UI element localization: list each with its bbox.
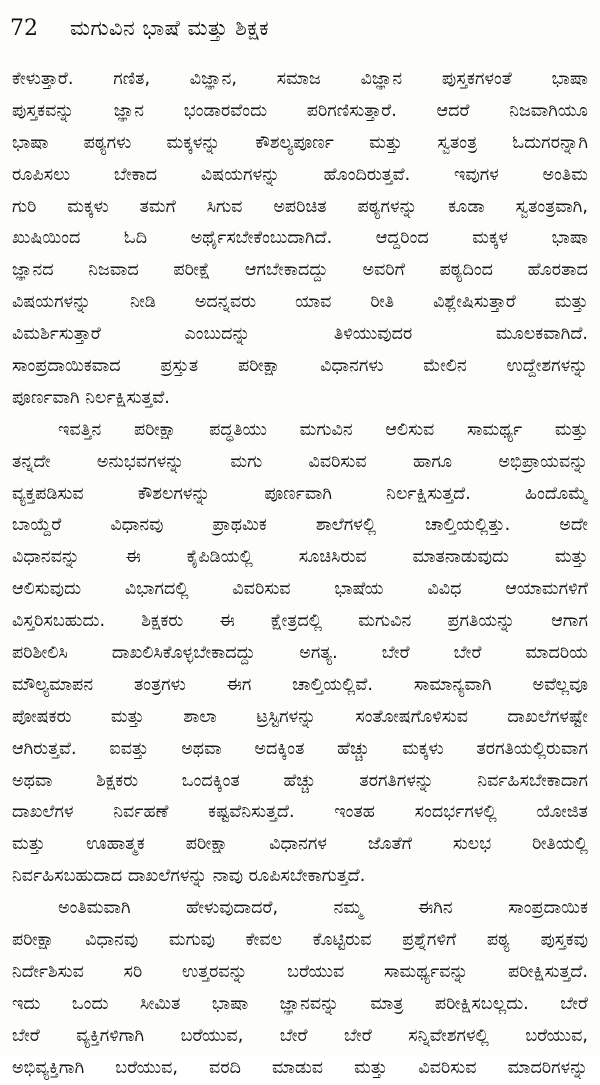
text-line: ವಿಧಾನವನ್ನು ಈ ಕೈಪಿಡಿಯಲ್ಲಿ ಸೂಚಿಸಿರುವ ಮಾತನಾಡುವುದು ಮತ್ತು	[12, 547, 588, 568]
text-line: ಅಥವಾ ಶಿಕ್ಷಕರು ಒಂದಕ್ಕಿಂತ ಹೆಚ್ಚು ತರಗತಿಗಳನ್ನು ನಿರ್ವಹಿಸಬೇಕಾದಾಗ	[12, 770, 588, 791]
paragraph-1	[12, 64, 588, 415]
text-line: ಪರೀಕ್ಷಾ ವಿಧಾನವು ಮಗುವು ಕೇವಲ ಕೊಟ್ಟಿರುವ ಪ್ರಶ್ನೆಗಳಿಗೆ ಪಠ್ಯ ಪುಸ್ತಕವು	[12, 930, 588, 951]
running-header	[10, 10, 586, 46]
text-line: ರೂಪಿಸಲು ಬೇಕಾದ ವಿಷಯಗಳನ್ನು ಹೊಂದಿರುತ್ತವೆ. ಇವುಗಳ ಅಂತಿಮ	[12, 164, 588, 185]
text-line: ಪುಸ್ತಕವನ್ನು ಜ್ಞಾನ ಭಂಡಾರವೆಂದು ಪರಿಗಣಿಸುತ್ತಾರೆ. ಆದರೆ ನಿಜವಾಗಿಯೂ	[12, 100, 588, 121]
text-line: ಖುಷಿಯಿಂದ ಓದಿ ಅರ್ಥೈಸಬೇಕೆಂಬುದಾಗಿದೆ. ಆದ್ದರಿಂದ ಮಕ್ಕಳ ಭಾಷಾ	[12, 228, 588, 249]
text-line: ನಿರ್ದೇಶಿಸುವ ಸರಿ ಉತ್ತರವನ್ನು ಬರೆಯುವ ಸಾಮರ್ಥ್ಯವನ್ನು ಪರೀಕ್ಷಿಸುತ್ತದೆ.	[12, 961, 588, 982]
text-line: ತನ್ನದೇ ಅನುಭವಗಳನ್ನು ಮಗು ವಿವರಿಸುವ ಹಾಗೂ ಅಭಿಪ್ರಾಯವನ್ನು	[12, 451, 588, 472]
text-line: ವಿಸ್ತರಿಸಬಹುದು. ಶಿಕ್ಷಕರು ಈ ಕ್ಷೇತ್ರದಲ್ಲಿ ಮಗುವಿನ ಪ್ರಗತಿಯನ್ನು ಆಗಾಗ	[12, 611, 588, 632]
text-line: ಸಾಂಪ್ರದಾಯಿಕವಾದ ಪ್ರಸ್ತುತ ಪರೀಕ್ಷಾ ವಿಧಾನಗಳು ಮೇಲಿನ ಉದ್ದೇಶಗಳನ್ನು	[12, 356, 588, 377]
text-line: ಪೂರ್ಣವಾಗಿ ನಿರ್ಲಕ್ಷಿಸುತ್ತವೆ.	[12, 387, 170, 408]
text-line: ದಾಖಲೆಗಳ ನಿರ್ವಹಣೆ ಕಷ್ಟವೆನಿಸುತ್ತದೆ. ಇಂತಹ ಸಂದರ್ಭಗಳಲ್ಲಿ ಯೋಜಿತ	[12, 802, 588, 823]
text-line: ಆಲಿಸುವುದು ವಿಭಾಗದಲ್ಲಿ ವಿವರಿಸುವ ಭಾಷೆಯ ವಿವಿಧ ಆಯಾಮಗಳಿಗೆ	[12, 579, 588, 600]
text-line: ಬಾಯ್ದೆರೆ ವಿಧಾನವು ಪ್ರಾಥಮಿಕ ಶಾಲೆಗಳಲ್ಲಿ ಚಾಲ್ತಿಯಲ್ಲಿತ್ತು. ಅದೇ	[12, 515, 588, 536]
text-line: ಬೇರೆ ವ್ಯಕ್ತಿಗಳಿಗಾಗಿ ಬರೆಯುವ, ಬೇರೆ ಬೇರೆ ಸನ್ನಿವೇಶಗಳಲ್ಲಿ ಬರೆಯುವ,	[12, 1025, 588, 1046]
text-line: ಇವತ್ತಿನ ಪರೀಕ್ಷಾ ಪದ್ಧತಿಯು ಮಗುವಿನ ಆಲಿಸುವ ಸಾಮರ್ಥ್ಯ ಮತ್ತು	[58, 419, 588, 440]
paragraph-2	[12, 415, 588, 893]
text-line: ಇದು ಒಂದು ಸೀಮಿತ ಭಾಷಾ ಜ್ಞಾನವನ್ನು ಮಾತ್ರ ಪರೀಕ್ಷಿಸಬಲ್ಲದು. ಬೇರೆ	[12, 993, 588, 1014]
text-line: ಆಗಿರುತ್ತವೆ. ಐವತ್ತು ಅಥವಾ ಅದಕ್ಕಿಂತ ಹೆಚ್ಚು ಮಕ್ಕಳು ತರಗತಿಯಲ್ಲಿರುವಾಗ	[12, 738, 588, 759]
text-line: ನಿರ್ವಹಿಸಬಹುದಾದ ದಾಖಲೆಗಳನ್ನು ನಾವು ರೂಪಿಸಬೇಕಾಗುತ್ತದೆ.	[12, 866, 366, 887]
text-line: ವಿಮರ್ಶಿಸುತ್ತಾರೆ ಎಂಬುದನ್ನು ತಿಳಿಯುವುದರ ಮೂಲಕವಾಗಿದೆ.	[12, 324, 588, 345]
text-line: ವಿಷಯಗಳನ್ನು ನೀಡಿ ಅದನ್ನವರು ಯಾವ ರೀತಿ ವಿಶ್ಲೇಷಿಸುತ್ತಾರೆ ಮತ್ತು	[12, 292, 588, 313]
page-number: 72	[10, 16, 38, 41]
text-line: ಅಂತಿಮವಾಗಿ ಹೇಳುವುದಾದರೆ, ನಮ್ಮ ಈಗಿನ ಸಾಂಪ್ರದಾಯಿಕ	[58, 898, 588, 919]
text-line: ಮತ್ತು ಊಹಾತ್ಮಕ ಪರೀಕ್ಷಾ ವಿಧಾನಗಳ ಜೊತೆಗೆ ಸುಲಭ ರೀತಿಯಲ್ಲಿ	[12, 834, 588, 855]
book-title: ಮಗುವಿನ ಭಾಷೆ ಮತ್ತು ಶಿಕ್ಷಕ	[70, 16, 270, 40]
text-line: ಭಾಷಾ ಪಠ್ಯಗಳು ಮಕ್ಕಳನ್ನು ಕೌಶಲ್ಯಪೂರ್ಣ ಮತ್ತು ಸ್ವತಂತ್ರ ಓದುಗರನ್ನಾಗಿ	[12, 132, 588, 153]
text-line: ಕೇಳುತ್ತಾರೆ. ಗಣಿತ, ವಿಜ್ಞಾನ, ಸಮಾಜ ವಿಜ್ಞಾನ ಪುಸ್ತಕಗಳಂತೆ ಭಾಷಾ	[12, 69, 588, 89]
text-line: ಗುರಿ ಮಕ್ಕಳು ತಮಗೆ ಸಿಗುವ ಅಪರಿಚಿತ ಪಠ್ಯಗಳನ್ನು ಕೂಡಾ ಸ್ವತಂತ್ರವಾಗಿ,	[12, 196, 588, 217]
text-line: ಅಭಿವ್ಯಕ್ತಿಗಾಗಿ ಬರೆಯುವ, ವರದಿ ಮಾಡುವ ಮತ್ತು ವಿವರಿಸುವ ಮಾದರಿಗಳನ್ನು	[12, 1057, 588, 1078]
text-line: ಪೋಷಕರು ಮತ್ತು ಶಾಲಾ ಟ್ರಸ್ಟಿಗಳನ್ನು ಸಂತೋಷಗೊಳಿಸುವ ದಾಖಲೆಗಳಷ್ಟೇ	[12, 706, 588, 727]
text-line: ಜ್ಞಾನದ ನಿಜವಾದ ಪರೀಕ್ಷೆ ಆಗಬೇಕಾದದ್ದು ಅವರಿಗೆ ಪಠ್ಯದಿಂದ ಹೊರತಾದ	[12, 260, 588, 281]
text-line: ಪರಿಶೀಲಿಸಿ ದಾಖಲಿಸಿಕೊಳ್ಳಬೇಕಾದದ್ದು ಅಗತ್ಯ. ಬೇರೆ ಬೇರೆ ಮಾದರಿಯ	[12, 643, 588, 664]
text-line: ಮೌಲ್ಯಮಾಪನ ತಂತ್ರಗಳು ಈಗ ಚಾಲ್ತಿಯಲ್ಲಿವೆ. ಸಾಮಾನ್ಯವಾಗಿ ಅವೆಲ್ಲವೂ	[12, 674, 588, 695]
body-text	[12, 64, 588, 1085]
text-line: ವ್ಯಕ್ತಪಡಿಸುವ ಕೌಶಲಗಳನ್ನು ಪೂರ್ಣವಾಗಿ ನಿರ್ಲಕ್ಷಿಸುತ್ತದೆ. ಹಿಂದೊಮ್ಮೆ	[12, 483, 588, 504]
